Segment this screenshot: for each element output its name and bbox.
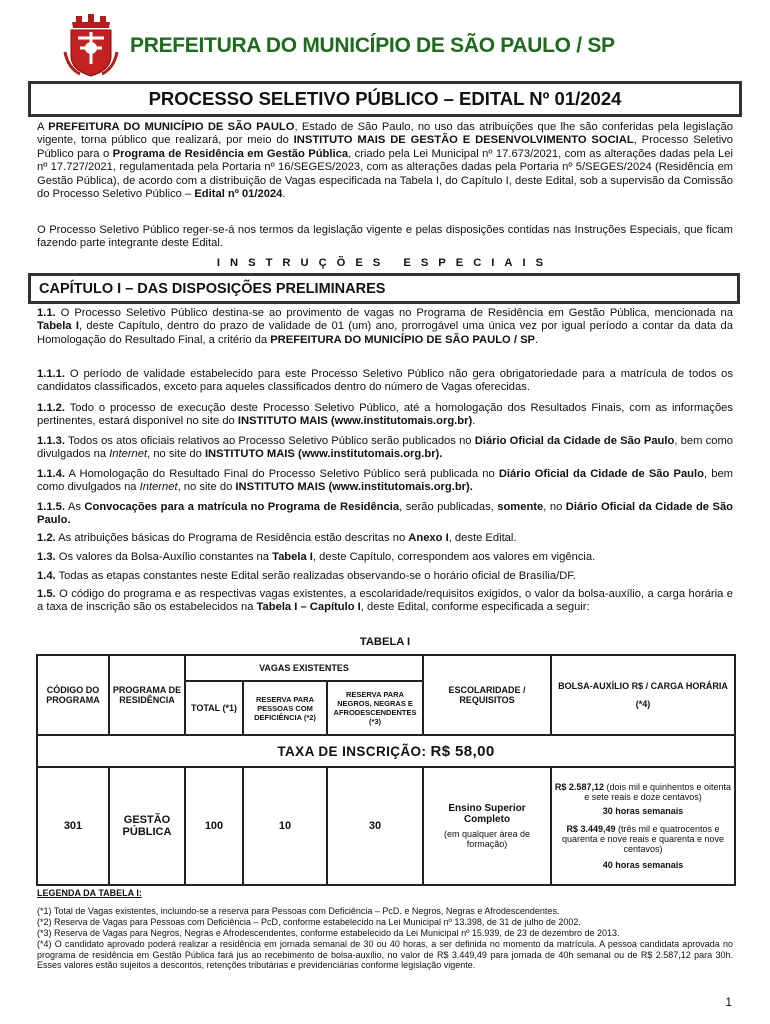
edital-title: PROCESSO SELETIVO PÚBLICO – EDITAL Nº 01/2024 xyxy=(148,88,622,109)
header-bolsa xyxy=(551,655,735,735)
intro-paragraph-1: A PREFEITURA DO MUNICÍPIO DE SÃO PAULO, Estado de São Paulo, no uso das atribuições que lhe são conferidas pela legislação vigente, torna público que realizará, por meio do INSTITUTO MAIS DE GESTÃO E DESENVOLVIMENTO SOCIAL, Processo Seletivo Público para o Programa de Residência em Gestão Pública, criado pela Lei Municipal nº 17.673/2021, com as alterações dadas pela Lei nº 17.727/2021, regulamentada pela Portaria nº 16/SEGES/2023, com as alterações dadas pela Portaria nº 5/SEGES/2024 (Residência em Gestão Pública), de acordo com a distribuição de Vagas especificada na Tabela I, do Capítulo I, deste Edital, sob a supervisão da Comissão do Processo Seletivo Público – Edital nº 01/2024. xyxy=(37,121,734,201)
taxa-value: R$ 58,00 xyxy=(430,742,495,760)
bolsa-30h-text xyxy=(554,782,732,802)
header-total: TOTAL (*1) xyxy=(185,681,243,735)
bolsa-40h-text xyxy=(554,824,732,854)
header-pcd: RESERVA PARA PESSOAS COM DEFICIÊNCIA (*2) xyxy=(243,681,327,735)
bolsa-40h-hours: 40 horas semanais xyxy=(602,860,684,870)
item-1-5: 1.5. O código do programa e as respectivas vagas existentes, a escolaridade/requisitos exigidos, o valor da bolsa-auxílio, a carga horária e a taxa de inscrição são os estabelecidos na Tabela I – Capítulo I, deste Edital, conforme especificada a seguir: xyxy=(37,588,733,614)
item-1-1-2: 1.1.2. Todo o processo de execução deste Processo Seletivo Público, até a homologação dos Resultados Finais, com as informações pertinentes, estará disponível no site do INSTITUTO MAIS (www.institutomais.org.br). xyxy=(37,402,733,428)
cell-bolsa xyxy=(551,767,735,885)
item-1-1-5: 1.1.5. As Convocações para a matrícula no Programa de Residência, serão publicadas, somente, no Diário Oficial da Cidade de São Paulo. xyxy=(37,501,733,527)
header-vagas: VAGAS EXISTENTES xyxy=(185,655,423,681)
cell-escolaridade xyxy=(423,767,551,885)
header-bolsa-note: (*4) xyxy=(635,699,651,709)
cell-total: 100 xyxy=(185,767,243,885)
escolaridade-main: Ensino Superior Completo xyxy=(448,803,526,825)
cell-programa: GESTÃO PÚBLICA xyxy=(109,767,185,885)
bolsa-40h-value: R$ 3.449,49 xyxy=(566,824,616,834)
chapter-title-box xyxy=(28,273,740,304)
header-negros: RESERVA PARA NEGROS, NEGRAS E AFRODESCENDENTES (*3) xyxy=(327,681,423,735)
item-1-1: 1.1. O Processo Seletivo Público destina-se ao provimento de vagas no Programa de Residência em Gestão Pública, mencionada na Tabela I, deste Capítulo, dentro do prazo de validade de 01 (um) ano, prorrogável uma única vez por igual período a contar da data da Homologação do Resultado Final, a critério da PREFEITURA DO MUNICÍPIO DE SÃO PAULO / SP. xyxy=(37,307,734,346)
taxa-inscricao-row xyxy=(37,735,735,767)
intro-paragraph-2: O Processo Seletivo Público reger-se-á nos termos da legislação vigente e pelas disposições contidas nas Instruções Especiais, que ficam fazendo parte integrante deste Edital. xyxy=(37,224,733,250)
item-1-3: 1.3. Os valores da Bolsa-Auxílio constantes na Tabela I, deste Capítulo, correspondem aos valores em vigência. xyxy=(37,551,596,563)
bolsa-30h-extenso: (dois mil e quinhentos e oitenta e sete reais e doze centavos) xyxy=(584,782,732,802)
instrucoes-especiais-heading: INSTRUÇÕES ESPECIAIS xyxy=(216,257,554,269)
cell-negros: 30 xyxy=(327,767,423,885)
legend-note-1: (*1) Total de Vagas existentes, incluindo-se a reserva para Pessoas com Deficiência – PcD. e Negros, Negras e Afrodescendentes. xyxy=(37,906,560,916)
header-codigo: CÓDIGO DO PROGRAMA xyxy=(37,655,109,735)
header-programa: PROGRAMA DE RESIDÊNCIA xyxy=(109,655,185,735)
legend-note-3: (*3) Reserva de Vagas para Negros, Negras e Afrodescendentes, conforme estabelecido da Lei Municipal nº 15.939, de 23 de dezembro de 2013. xyxy=(37,928,620,938)
coat-of-arms-sao-paulo-icon xyxy=(62,8,120,80)
bolsa-40h-extenso: (três mil e quatrocentos e quarenta e nove reais e quarenta e nove centavos) xyxy=(561,824,725,854)
item-1-2: 1.2. As atribuições básicas do Programa de Residência estão descritas no Anexo I, deste Edital. xyxy=(37,532,517,544)
item-1-1-4: 1.1.4. A Homologação do Resultado Final do Processo Seletivo Público será publicada no Diário Oficial da Cidade de São Paulo, bem como divulgados na Internet, no site do INSTITUTO MAIS (www.institutomais.org.br). xyxy=(37,468,733,494)
item-1-4: 1.4. Todas as etapas constantes neste Edital serão realizadas observando-se o horário oficial de Brasília/DF. xyxy=(37,570,576,582)
header-escolaridade: ESCOLARIDADE / REQUISITOS xyxy=(423,655,551,735)
page-number: 1 xyxy=(725,995,732,1009)
legend-note-2: (*2) Reserva de Vagas para Pessoas com Deficiência – PcD, conforme estabelecido na Lei Municipal nº 13.398, de 31 de julho de 2002. xyxy=(37,917,581,927)
header-bolsa-label: BOLSA-AUXÍLIO R$ / CARGA HORÁRIA xyxy=(558,681,728,691)
edital-title-box xyxy=(28,81,742,117)
item-1-1-1: 1.1.1. O período de validade estabelecido para este Processo Seletivo Público não gera obrigatoriedade para a matrícula de todos os candidatos classificados, exceto para aqueles classificados dentro do número de Vagas oferecidas. xyxy=(37,368,733,394)
legend-note-4: (*4) O candidato aprovado poderá realizar a residência em jornada semanal de 30 ou 40 horas, a ser definida no momento da matrícula. A pessoa candidata aprovada no programa de residência em Gestão Pública fará jus ao recebimento de bolsa-auxílio, no valor de R$ 3.449,49 para jornada de 40h semanal ou de R$ 2.587,12 para 30h. Esses valores estão sujeitos a descontos, retenções tributárias e previdenciárias conforme legislação vigente. xyxy=(37,939,733,971)
cell-codigo: 301 xyxy=(37,767,109,885)
cell-pcd: 10 xyxy=(243,767,327,885)
legend-title: LEGENDA DA TABELA I: xyxy=(37,888,142,898)
item-1-1-3: 1.1.3. Todos os atos oficiais relativos ao Processo Seletivo Público serão publicados no Diário Oficial da Cidade de São Paulo, bem como divulgados na Internet, no site do INSTITUTO MAIS (www.institutomais.org.br). xyxy=(37,435,733,461)
bolsa-30h-hours: 30 horas semanais xyxy=(602,806,684,816)
table-title: TABELA I xyxy=(359,636,411,648)
vagas-table xyxy=(36,654,736,886)
org-title: PREFEITURA DO MUNICÍPIO DE SÃO PAULO / SP xyxy=(130,34,615,57)
taxa-label: TAXA DE INSCRIÇÃO: xyxy=(277,743,427,759)
bolsa-30h-value: R$ 2.587,12 xyxy=(554,782,604,792)
escolaridade-note: (em qualquer área de formação) xyxy=(443,829,531,849)
chapter-title: CAPÍTULO I – DAS DISPOSIÇÕES PRELIMINARES xyxy=(39,281,386,297)
